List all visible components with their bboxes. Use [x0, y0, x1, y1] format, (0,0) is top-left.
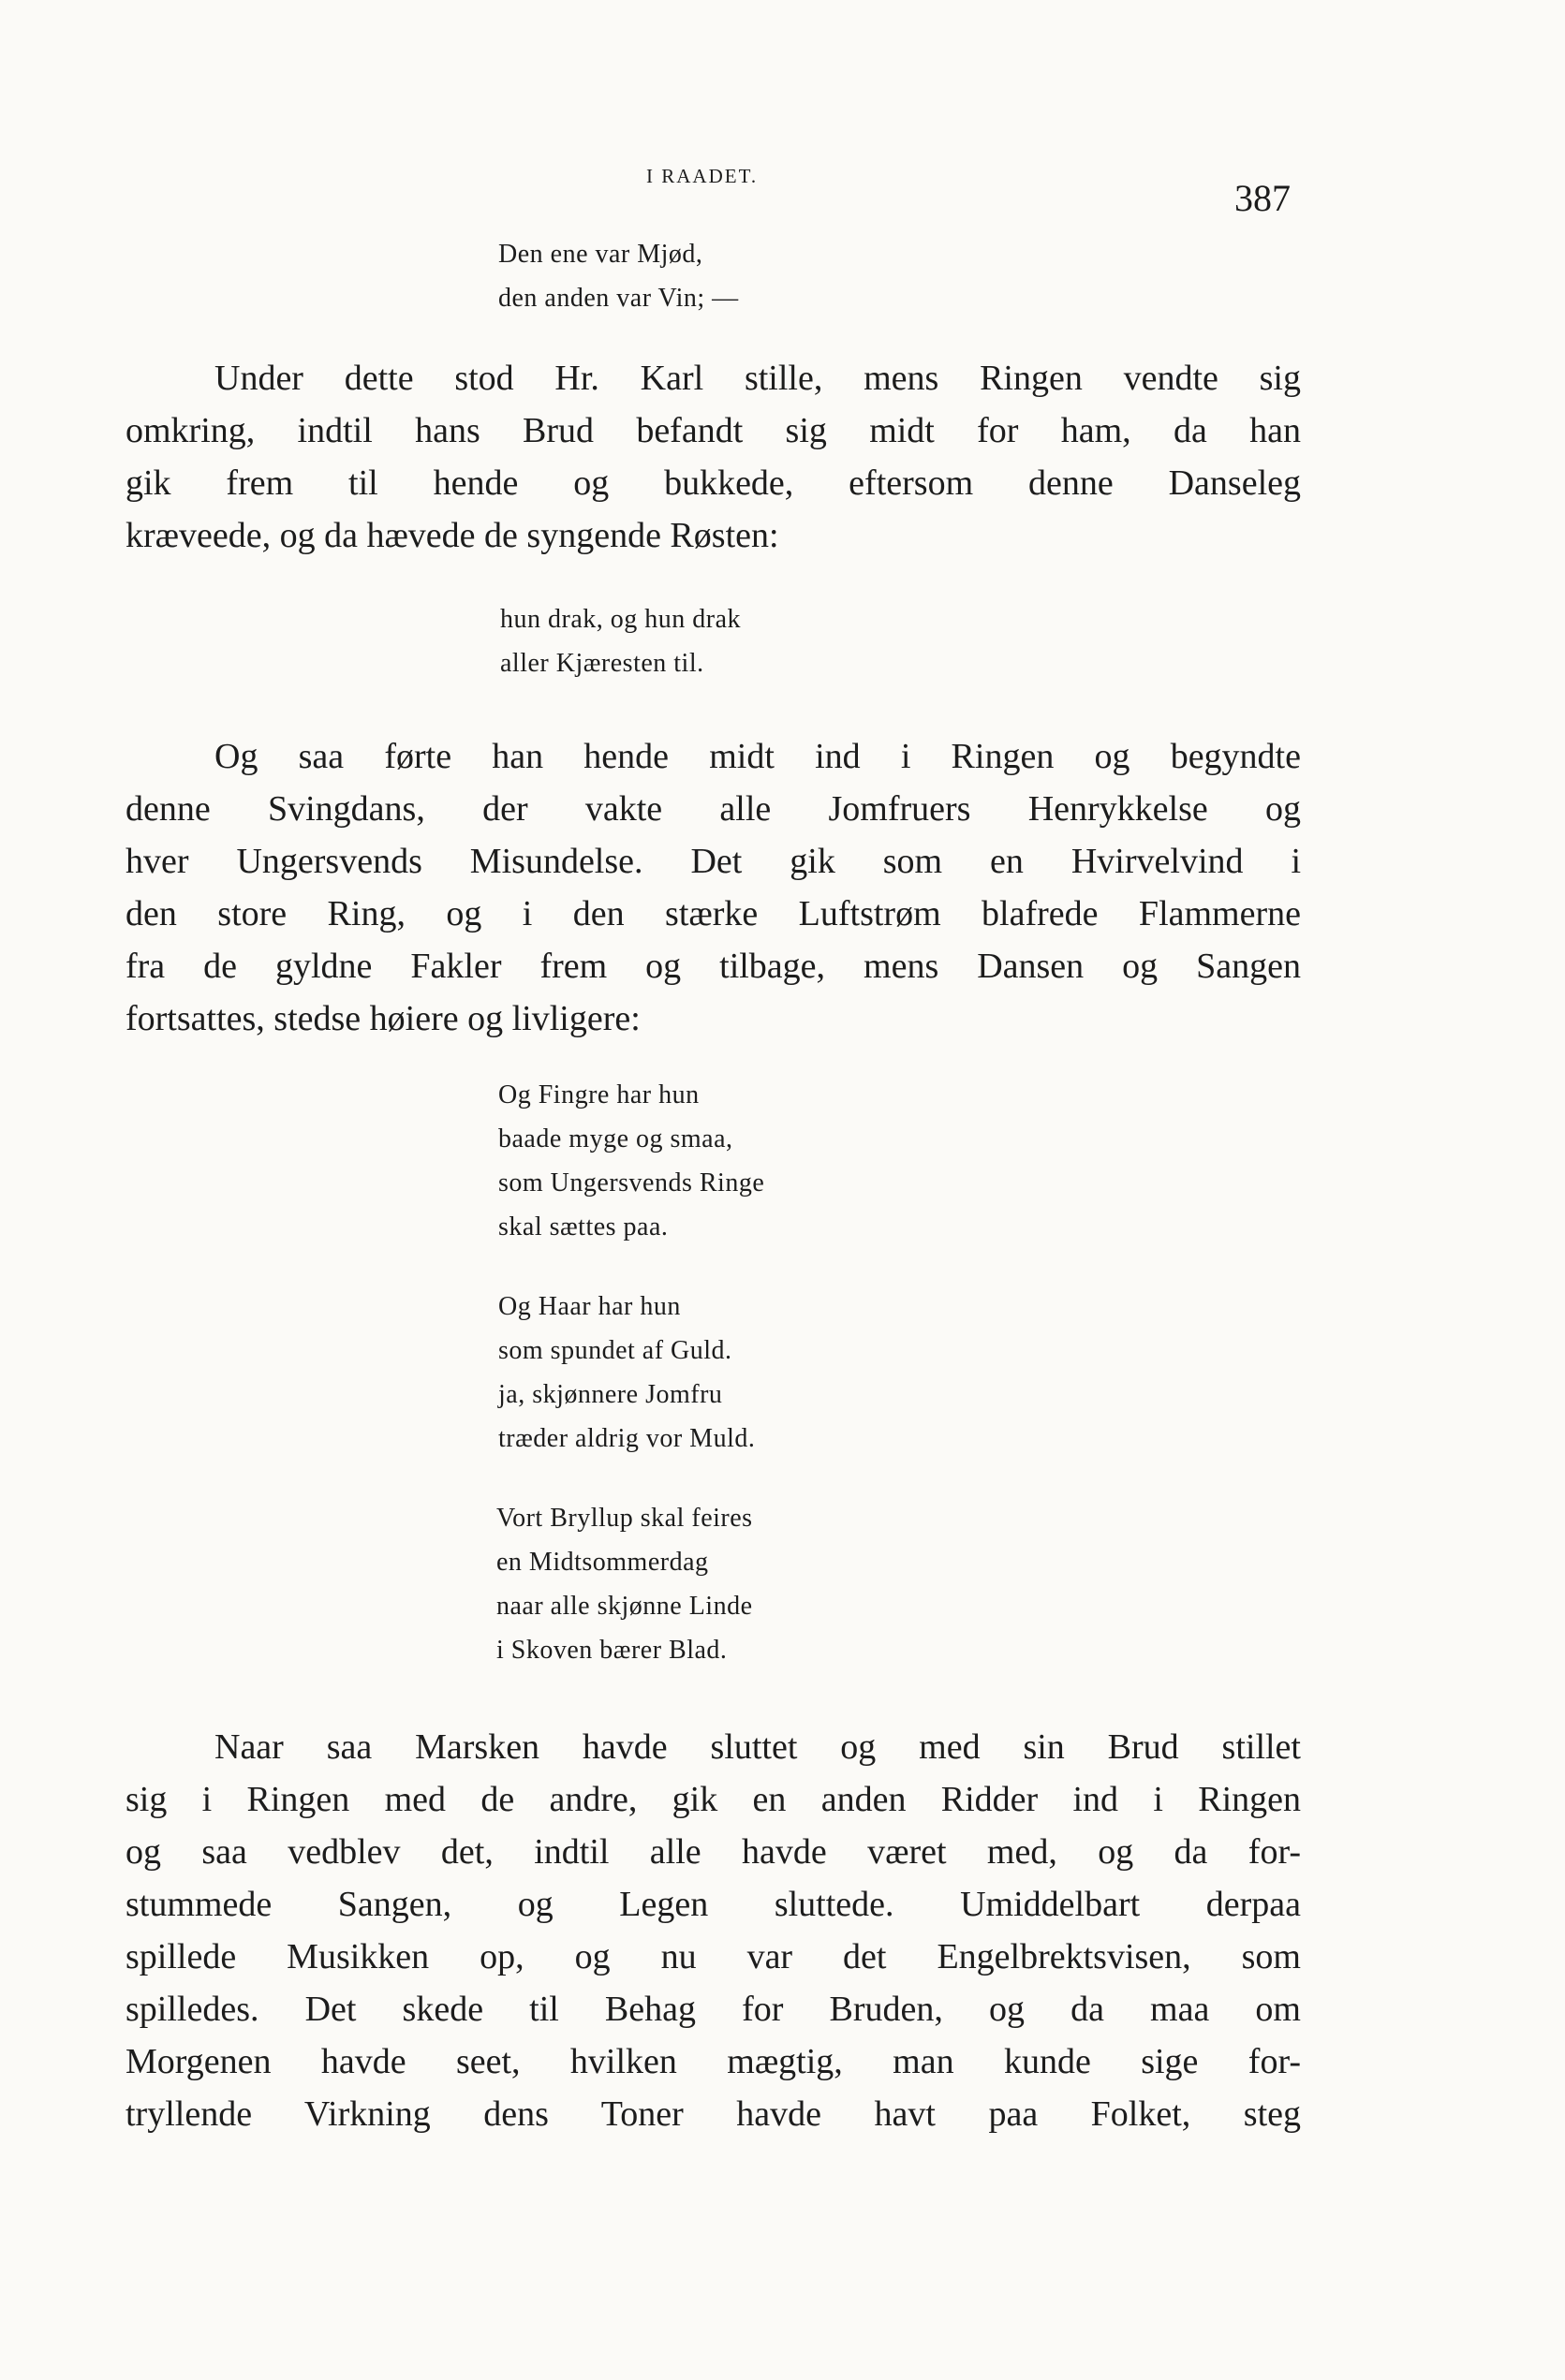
stanza-3 [496, 1496, 753, 1672]
prose-line: fra de gyldne Fakler frem og tilbage, mens Dansen og Sangen [125, 947, 1301, 986]
verse-line: som Ungersvends Ringe [498, 1168, 765, 1197]
verse-line: den anden var Vin; — [498, 284, 739, 313]
prose-line: sig i Ringen med de andre, gik en anden Ridder ind i Ringen [125, 1780, 1301, 1819]
prose-line: hver Ungersvends Misundelse. Det gik som en Hvirvelvind i [125, 842, 1301, 881]
verse-line: Og Haar har hun [498, 1292, 681, 1321]
verse-line: som spundet af Guld. [498, 1336, 732, 1365]
page-number: 387 [1234, 177, 1291, 219]
prose-line: tryllende Virkning dens Toner havde havt paa Folket, steg [125, 2094, 1301, 2134]
verse-line: Vort Bryllup skal feires [496, 1504, 753, 1533]
verse-line: en Midtsommerdag [496, 1548, 709, 1577]
stanza-2 [498, 1285, 755, 1461]
prose-line: og saa vedblev det, indtil alle havde været med, og da for- [125, 1832, 1301, 1872]
prose-line: gik frem til hende og bukkede, eftersom denne Danseleg [125, 463, 1301, 503]
prose-line: kræveede, og da hævede de syngende Røsten: [125, 516, 779, 555]
verse-line: i Skoven bærer Blad. [496, 1636, 728, 1665]
verse-line: aller Kjæresten til. [500, 649, 704, 678]
verse-line: Den ene var Mjød, [498, 240, 703, 269]
verse-line: Og Fingre har hun [498, 1080, 700, 1109]
prose-line: stummede Sangen, og Legen sluttede. Umiddelbart derpaa [125, 1885, 1301, 1924]
verse-line: hun drak, og hun drak [500, 605, 742, 634]
running-head: I RAADET. [646, 165, 759, 187]
verse-line: ja, skjønnere Jomfru [498, 1380, 723, 1409]
prose-line: Og saa førte han hende midt ind i Ringen og begyndte [214, 737, 1301, 776]
verse-kjaeresten [500, 597, 741, 685]
prose-line: den store Ring, og i den stærke Luftstrøm blafrede Flammerne [125, 894, 1301, 933]
verse-line: træder aldrig vor Muld. [498, 1424, 756, 1453]
prose-line: spilledes. Det skede til Behag for Bruden, og da maa om [125, 1990, 1301, 2029]
prose-line: Under dette stod Hr. Karl stille, mens Ringen vendte sig [214, 359, 1301, 398]
prose-line: denne Svingdans, der vakte alle Jomfruers Henrykkelse og [125, 789, 1301, 829]
paragraph-3 [125, 1721, 1301, 2140]
verse-line: baade myge og smaa, [498, 1124, 733, 1153]
paragraph-1 [125, 352, 1301, 562]
stanza-1 [498, 1073, 764, 1249]
verse-line: naar alle skjønne Linde [496, 1592, 753, 1621]
verse-mjod [498, 232, 739, 320]
prose-line: omkring, indtil hans Brud befandt sig midt for ham, da han [125, 411, 1301, 450]
verse-line: skal sættes paa. [498, 1212, 669, 1241]
prose-line: Morgenen havde seet, hvilken mægtig, man kunde sige for- [125, 2042, 1301, 2081]
prose-line: spillede Musikken op, og nu var det Engelbrektsvisen, som [125, 1937, 1301, 1976]
paragraph-2 [125, 730, 1301, 1045]
prose-line: Naar saa Marsken havde sluttet og med sin Brud stillet [214, 1727, 1301, 1767]
prose-line: fortsattes, stedse høiere og livligere: [125, 999, 641, 1038]
